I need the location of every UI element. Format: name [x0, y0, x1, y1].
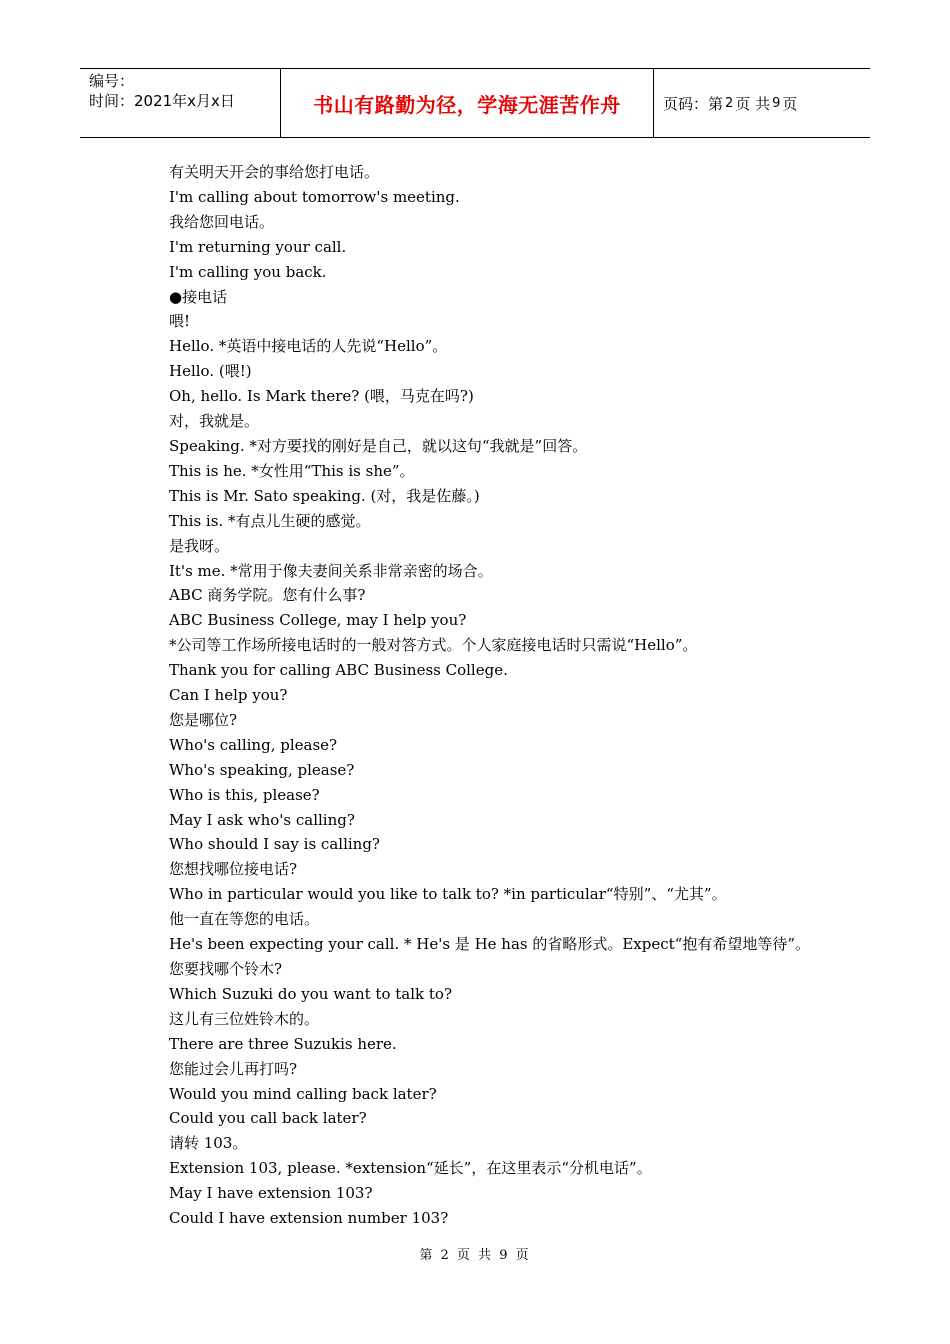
page-header — [80, 68, 870, 138]
text-line: 请转 103。 — [169, 1134, 248, 1153]
text-line: Who's speaking, please? — [169, 760, 355, 779]
text-line: Who is this, please? — [169, 785, 320, 804]
text-line: Who in particular would you like to talk to? *in particular“特别”、“尤其”。 — [169, 885, 727, 904]
text-line: ABC 商务学院。您有什么事? — [169, 586, 366, 605]
page-label-suffix: 页 — [782, 94, 798, 113]
text-line: 您想找哪位接电话? — [169, 860, 298, 879]
text-line: 您能过会儿再打吗? — [169, 1059, 298, 1078]
text-line: Hello. (喂!) — [169, 362, 252, 381]
text-line: Oh, hello. Is Mark there? (喂，马克在吗?) — [169, 387, 474, 406]
text-line: Hello. *英语中接电话的人先说“Hello”。 — [169, 337, 448, 356]
text-line: 这儿有三位姓铃木的。 — [169, 1009, 320, 1028]
text-line: 有关明天开会的事给您打电话。 — [169, 163, 380, 181]
text-line: Extension 103, please. *extension“延长”，在这里表示“分机电话”。 — [169, 1159, 652, 1178]
header-motto: 书山有路勤为径，学海无涯苦作舟 — [313, 92, 621, 117]
header-page-number-cell — [654, 69, 870, 137]
document-number-label: 编号： — [89, 72, 135, 90]
text-line: I'm calling about tomorrow's meeting. — [169, 187, 460, 206]
text-line: Could I have extension number 103? — [169, 1209, 449, 1228]
page-label-prefix: 页码：第 — [663, 94, 724, 113]
text-line: Which Suzuki do you want to talk to? — [169, 984, 452, 1003]
page-total: 9 — [772, 95, 781, 111]
text-line: I'm calling you back. — [169, 262, 327, 281]
text-line: This is Mr. Sato speaking. (对，我是佐藤。) — [169, 486, 480, 505]
text-line: 您要找哪个铃木? — [169, 960, 283, 978]
text-line: Who's calling, please? — [169, 735, 338, 754]
text-line: Would you mind calling back later? — [169, 1084, 437, 1103]
text-line: This is he. *女性用“This is she”。 — [169, 461, 415, 480]
document-body — [169, 160, 869, 1231]
text-line: Speaking. *对方要找的刚好是自己，就以这句“我就是”回答。 — [169, 436, 588, 455]
header-motto-cell — [281, 69, 654, 137]
text-line: *公司等工作场所接电话时的一般对答方式。个人家庭接电话时只需说“Hello”。 — [169, 636, 698, 655]
text-line: 他一直在等您的电话。 — [169, 910, 320, 929]
text-line: Can I help you? — [169, 686, 288, 705]
text-line: 我给您回电话。 — [169, 212, 275, 231]
text-line: This is. *有点儿生硬的感觉。 — [169, 511, 371, 530]
text-line: 是我呀。 — [169, 536, 230, 555]
text-line: May I have extension 103? — [169, 1184, 373, 1203]
text-line: Could you call back later? — [169, 1109, 367, 1128]
text-line: I'm returning your call. — [169, 237, 347, 256]
page-label-mid: 页 共 — [735, 94, 771, 113]
page-current: 2 — [725, 95, 734, 111]
text-line: ABC Business College, may I help you? — [169, 611, 467, 630]
header-info-cell — [80, 69, 281, 137]
text-line: 喂! — [169, 312, 191, 331]
text-line: 对，我就是。 — [169, 412, 260, 431]
document-time-label: 时间：2021年x月x日 — [89, 92, 235, 110]
text-line: 您是哪位? — [169, 710, 238, 729]
text-line: It's me. *常用于像夫妻间关系非常亲密的场合。 — [169, 561, 493, 580]
text-line: Thank you for calling ABC Business College. — [169, 661, 508, 680]
text-line: May I ask who's calling? — [169, 810, 355, 829]
page-footer: 第 2 页 共 9 页 — [419, 1248, 531, 1263]
text-line: Who should I say is calling? — [169, 835, 380, 854]
text-line: He's been expecting your call. * He's 是 He has 的省略形式。Expect“抱有希望地等待”。 — [169, 935, 811, 954]
text-line: There are three Suzukis here. — [169, 1034, 397, 1053]
text-line: ●接电话 — [169, 287, 228, 306]
